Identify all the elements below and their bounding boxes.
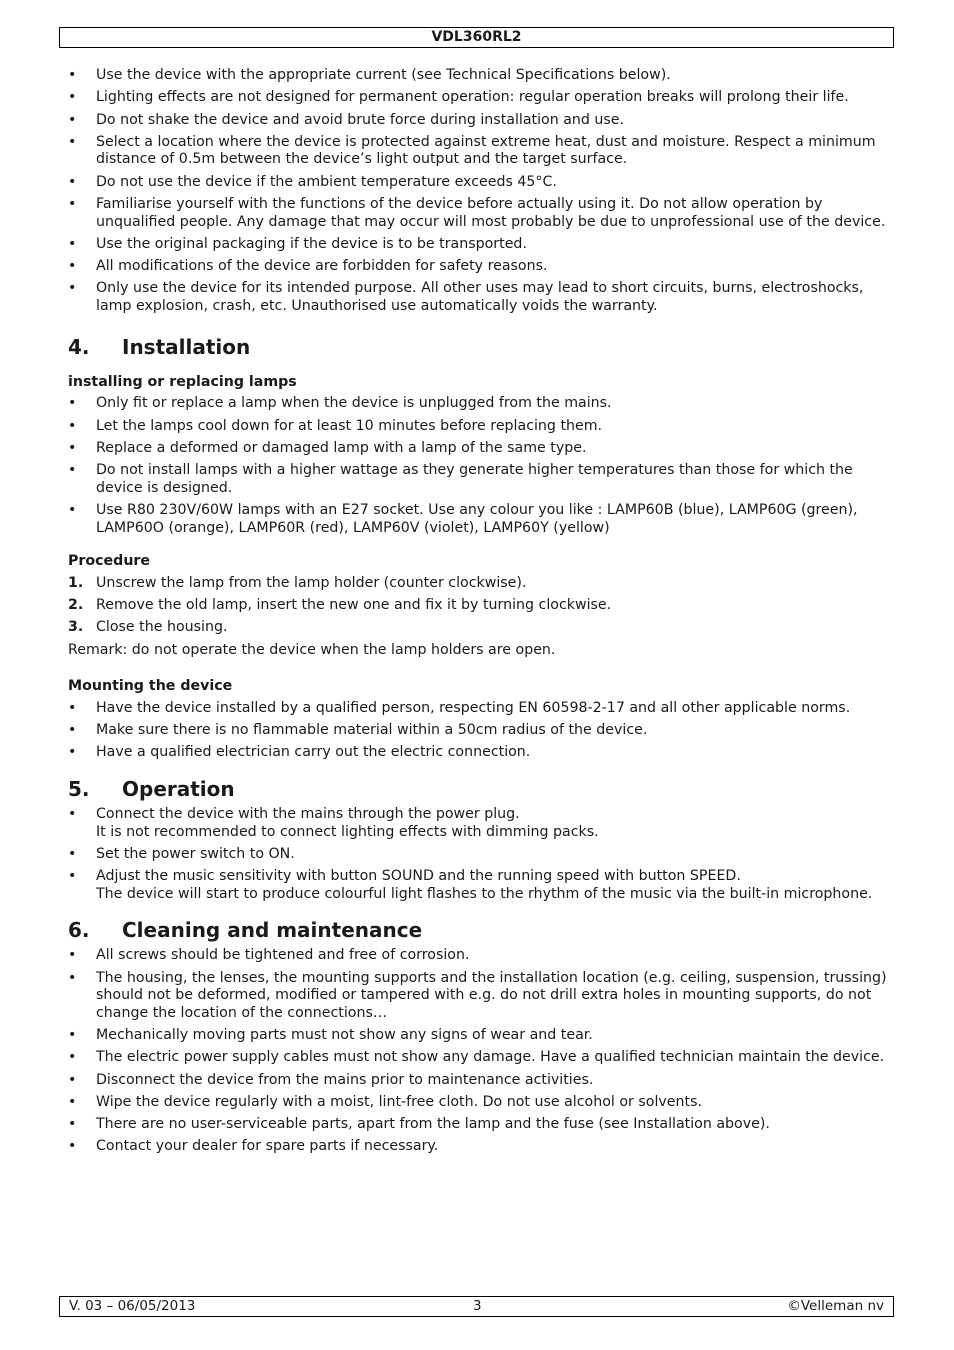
subheading-procedure: Procedure [68, 553, 151, 570]
list-item: • Disconnect the device from the mains prior to maintenance activities. [68, 1072, 894, 1090]
header-title: VDL360RL2 [431, 29, 522, 45]
section-number: 6. [68, 918, 90, 943]
list-item: • Select a location where the device is protected against extreme heat, dust and moisture. Respect a minimum distance of 0.5m between the device’s light output and the target surface. [68, 134, 894, 169]
step-text: Unscrew the lamp from the lamp holder (counter clockwise). [96, 574, 527, 591]
list-item: • Use the original packaging if the device is to be transported. [68, 236, 894, 254]
list-item: • Let the lamps cool down for at least 10 minutes before replacing them. [68, 418, 894, 436]
section-heading-cleaning [68, 918, 894, 942]
section-title: Installation [122, 334, 251, 359]
section-title: Operation [122, 776, 235, 801]
mounting-bullet-list [68, 700, 894, 762]
subheading-mounting: Mounting the device [68, 678, 233, 695]
section-heading-installation [68, 335, 894, 359]
list-item: • Only use the device for its intended purpose. All other uses may lead to short circuits, burns, electroshocks, lamp explosion, crash, etc. Unauthorised use automatically voids the warranty. [68, 280, 894, 315]
step-number: 1. [68, 574, 84, 591]
section-heading-operation [68, 777, 894, 801]
step-text: Close the housing. [96, 619, 228, 636]
operation-bullet-list [68, 806, 894, 903]
lamps-bullet-list [68, 395, 894, 537]
list-item: • All modifications of the device are forbidden for safety reasons. [68, 258, 894, 276]
footer-copyright: ©Velleman nv [787, 1298, 884, 1314]
list-item: • All screws should be tightened and free of corrosion. [68, 947, 894, 965]
list-item: • Do not use the device if the ambient temperature exceeds 45°C. [68, 174, 894, 192]
cleaning-bullet-list [68, 947, 894, 1156]
footer-version: V. 03 – 06/05/2013 [69, 1298, 196, 1314]
list-item-line: • Set the power switch to ON. [96, 845, 295, 862]
list-item: • Mechanically moving parts must not show any signs of wear and tear. [68, 1027, 894, 1045]
remark-text: Remark: do not operate the device when the lamp holders are open. [68, 641, 556, 658]
list-item: • Use the device with the appropriate current (see Technical Specifications below). [68, 67, 894, 85]
section-title: Cleaning and maintenance [122, 918, 423, 943]
list-item: • Familiarise yourself with the functions of the device before actually using it. Do not allow operation by unqualified people. Any damage that may occur will most probably be due to unprofessional use of the device. [68, 196, 894, 231]
list-item: • Have a qualified electrician carry out the electric connection. [68, 744, 894, 762]
list-item [68, 846, 894, 864]
page-header [59, 27, 894, 48]
subheading-lamps: installing or replacing lamps [68, 373, 297, 390]
procedure-step [68, 597, 894, 615]
list-item: • Have the device installed by a qualified person, respecting EN 60598-2-17 and all other applicable norms. [68, 700, 894, 718]
list-item: • Contact your dealer for spare parts if necessary. [68, 1138, 894, 1156]
page-content [68, 67, 894, 1161]
list-item: • There are no user-serviceable parts, apart from the lamp and the fuse (see Installation above). [68, 1116, 894, 1134]
procedure-step [68, 619, 894, 637]
step-number: 3. [68, 619, 84, 636]
list-item-line: It is not recommended to connect lighting effects with dimming packs. [96, 823, 599, 840]
list-item: • Only fit or replace a lamp when the device is unplugged from the mains. [68, 395, 894, 413]
list-item: • The housing, the lenses, the mounting supports and the installation location (e.g. ceiling, suspension, trussing) should not be deformed, modified or tampered with e.g. do not drill extra holes in mounting supports, do not change the location of the connections… [68, 970, 894, 1023]
list-item-line: The device will start to produce colourful light flashes to the rhythm of the music via the built-in microphone. [96, 885, 873, 902]
page-footer [59, 1296, 894, 1317]
list-item [68, 868, 894, 903]
list-item: • Lighting effects are not designed for permanent operation: regular operation breaks will prolong their life. [68, 89, 894, 107]
list-item: • Do not shake the device and avoid brute force during installation and use. [68, 112, 894, 130]
intro-bullet-list [68, 67, 894, 316]
list-item: • The electric power supply cables must not show any damage. Have a qualified technician maintain the device. [68, 1049, 894, 1067]
step-number: 2. [68, 597, 84, 613]
list-item: • Do not install lamps with a higher wattage as they generate higher temperatures than those for which the device is designed. [68, 462, 894, 497]
section-number: 4. [68, 334, 90, 359]
list-item-line: • Adjust the music sensitivity with button SOUND and the running speed with button SPEED. [96, 868, 741, 885]
procedure-step [68, 575, 894, 593]
list-item: • Replace a deformed or damaged lamp with a lamp of the same type. [68, 440, 894, 458]
section-number: 5. [68, 776, 90, 801]
list-item-line: • Connect the device with the mains through the power plug. [96, 805, 520, 822]
list-item [68, 806, 894, 841]
list-item: • Use R80 230V/60W lamps with an E27 socket. Use any colour you like : LAMP60B (blue), LAMP60G (green), LAMP60O (orange), LAMP60R (red), LAMP60V (violet), LAMP60Y (yellow) [68, 502, 894, 537]
step-text: Remove the old lamp, insert the new one and fix it by turning clockwise. [96, 597, 612, 613]
footer-page-number: 3 [473, 1298, 482, 1314]
list-item: • Make sure there is no flammable material within a 50cm radius of the device. [68, 722, 894, 740]
procedure-step-list [68, 575, 894, 637]
list-item: • Wipe the device regularly with a moist, lint-free cloth. Do not use alcohol or solvents. [68, 1094, 894, 1112]
